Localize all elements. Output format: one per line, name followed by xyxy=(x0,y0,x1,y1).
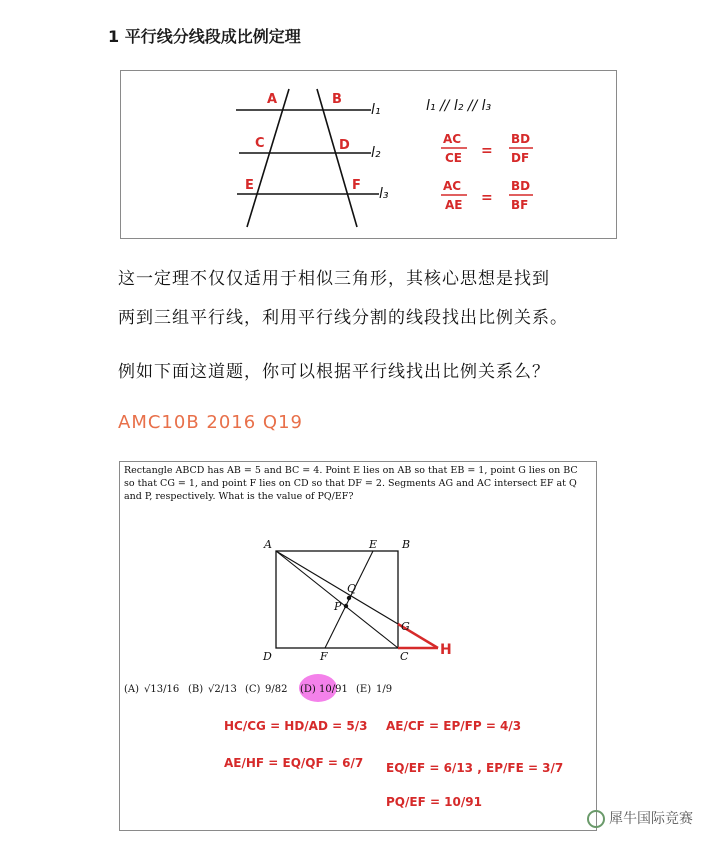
ratio1-equals: = xyxy=(481,143,493,159)
note-3: AE/CF = EP/FP = 4/3 xyxy=(386,719,522,733)
ratio1-num-right: BD xyxy=(511,132,531,146)
choice-a-label: (A) xyxy=(124,684,140,695)
problem-svg xyxy=(120,462,596,830)
label-f: F xyxy=(352,178,361,193)
ratio2-num-left: AC xyxy=(443,179,462,193)
point-q xyxy=(347,596,351,600)
parallel-note: l₁ // l₂ // l₃ xyxy=(426,98,492,114)
choice-b-label: (B) xyxy=(188,684,204,695)
note-1: HC/CG = HD/AD = 5/3 xyxy=(224,719,368,733)
problem-line-2: so that CG = 1, and point F lies on CD so that DF = 2. Segments AG and AC intersect EF at Q xyxy=(124,478,577,489)
problem-source-label: AMC10B 2016 Q19 xyxy=(118,412,303,433)
note-2: AE/HF = EQ/QF = 6/7 xyxy=(224,756,364,770)
label-a: A xyxy=(267,92,278,107)
choice-b-value: √2/13 xyxy=(208,684,237,695)
theorem-figure xyxy=(120,70,617,239)
fig-label-g: G xyxy=(401,620,410,633)
wechat-icon xyxy=(587,810,605,828)
label-l1: l₁ xyxy=(371,102,381,118)
fig-label-h: H xyxy=(440,642,452,658)
fig-label-d: D xyxy=(263,650,272,663)
label-e: E xyxy=(245,178,254,193)
choice-a-value: √13/16 xyxy=(144,684,180,695)
note-6: PQ/EF = 10/91 xyxy=(386,795,482,809)
ratio2-num-right: BD xyxy=(511,179,531,193)
theorem-svg xyxy=(121,71,616,238)
label-c: C xyxy=(255,136,265,151)
ratio2-equals: = xyxy=(481,190,493,206)
choice-d-value: 10/91 xyxy=(319,684,348,695)
watermark-text: 犀牛国际竞赛 xyxy=(609,811,693,827)
note-5: EP/FE = 3/7 xyxy=(486,761,564,775)
choice-c-label: (C) xyxy=(245,684,261,695)
segment-ag xyxy=(276,551,398,624)
ratio2-den-right: BF xyxy=(511,198,529,212)
fig-label-b: B xyxy=(402,538,411,551)
problem-line-3: and P, respectively. What is the value of PQ/EF? xyxy=(124,491,354,502)
choice-d-label: (D) xyxy=(300,684,316,695)
watermark xyxy=(587,808,693,828)
label-b: B xyxy=(332,92,342,107)
fig-label-e: E xyxy=(369,538,378,551)
ratio1-den-left: CE xyxy=(445,151,463,165)
label-l3: l₃ xyxy=(379,186,389,202)
choice-c-value: 9/82 xyxy=(265,684,288,695)
section-heading: 1 平行线分线段成比例定理 xyxy=(108,27,301,46)
note-4: EQ/EF = 6/13 , xyxy=(386,761,482,775)
problem-box xyxy=(119,461,597,831)
paragraph-2: 例如下面这道题，你可以根据平行线找出比例关系么？ xyxy=(118,362,550,382)
ratio1-den-right: DF xyxy=(511,151,530,165)
problem-line-1: Rectangle ABCD has AB = 5 and BC = 4. Point E lies on AB so that EB = 1, point G lies on BC xyxy=(124,465,578,476)
paragraph-1-line-1: 这一定理不仅仅适用于相似三角形，其核心思想是找到 xyxy=(118,269,550,289)
fig-label-c: C xyxy=(400,650,409,663)
label-d: D xyxy=(339,138,350,153)
choice-e-value: 1/9 xyxy=(376,684,393,695)
ratio2-den-left: AE xyxy=(445,198,463,212)
fig-label-f: F xyxy=(320,650,328,663)
paragraph-1-line-2: 两到三组平行线，利用平行线分割的线段找出比例关系。 xyxy=(118,308,568,328)
fig-label-p: P xyxy=(334,600,342,613)
fig-label-q: Q xyxy=(347,582,357,595)
label-l2: l₂ xyxy=(371,145,381,161)
fig-label-a: A xyxy=(264,538,272,551)
choice-e-label: (E) xyxy=(356,684,372,695)
point-p xyxy=(344,604,348,608)
ratio1-num-left: AC xyxy=(443,132,462,146)
